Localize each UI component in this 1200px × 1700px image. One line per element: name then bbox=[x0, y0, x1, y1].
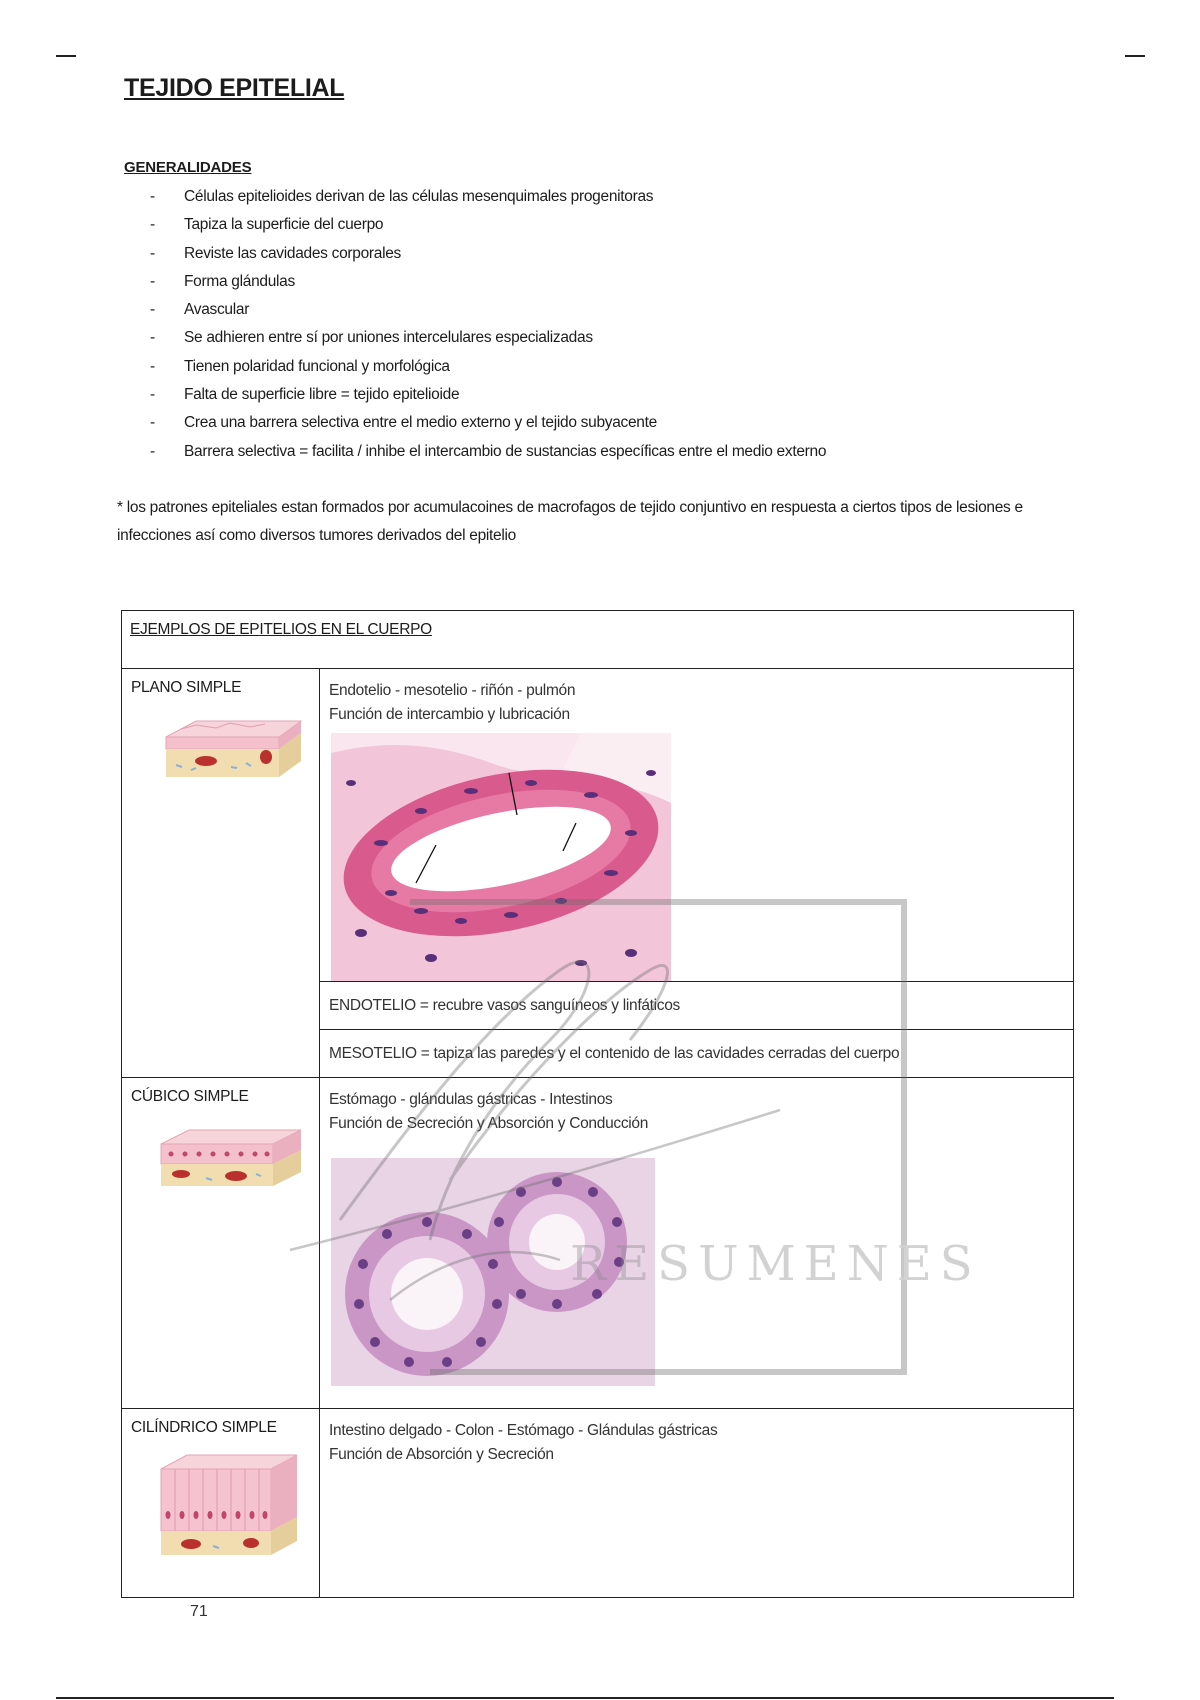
cuboidal-diagram bbox=[151, 1124, 301, 1194]
epithelia-table bbox=[121, 610, 1074, 1598]
list-item: - Forma glándulas bbox=[150, 268, 1050, 296]
table-row-description bbox=[320, 1078, 1074, 1409]
list-item: - Tienen polaridad funcional y morfológica bbox=[150, 353, 1050, 381]
list-item: - Se adhieren entre sí por uniones intercelulares especializadas bbox=[150, 324, 1050, 352]
footnote: * los patrones epiteliales estan formados por acumulacoines de macrofagos de tejido conjuntivo en respuesta a ciertos tipos de lesiones e infecciones así como diversos tumores derivados del epitelio bbox=[117, 499, 1023, 544]
squamous-diagram bbox=[151, 715, 301, 795]
list-item: - Falta de superficie libre = tejido epitelioide bbox=[150, 381, 1050, 409]
function-text: Función de Secreción y Absorción y Conducción bbox=[329, 1115, 649, 1132]
table-heading: EJEMPLOS DE EPITELIOS EN EL CUERPO bbox=[122, 611, 1074, 669]
function-text: Función de Absorción y Secreción bbox=[329, 1446, 554, 1463]
definition-endothelium: ENDOTELIO = recubre vasos sanguíneos y linfáticos bbox=[320, 982, 1074, 1030]
bottom-rule bbox=[56, 1697, 1114, 1699]
table-row-description bbox=[320, 669, 1074, 982]
corner-mark-left bbox=[56, 55, 76, 57]
list-item: - Reviste las cavidades corporales bbox=[150, 240, 1050, 268]
columnar-diagram bbox=[151, 1451, 301, 1563]
cuboidal-micrograph bbox=[331, 1158, 655, 1386]
list-item: - Células epitelioides derivan de las células mesenquimales progenitoras bbox=[150, 183, 1050, 211]
list-item: - Avascular bbox=[150, 296, 1050, 324]
function-text: Función de intercambio y lubricación bbox=[329, 706, 570, 723]
type-label: PLANO SIMPLE bbox=[131, 679, 242, 696]
generalities-list bbox=[150, 183, 1050, 466]
list-item: - Crea una barrera selectiva entre el medio externo y el tejido subyacente bbox=[150, 409, 1050, 437]
list-item: - Tapiza la superficie del cuerpo bbox=[150, 211, 1050, 239]
locations-text: Endotelio - mesotelio - riñón - pulmón bbox=[329, 682, 576, 699]
type-label: CÚBICO SIMPLE bbox=[131, 1088, 249, 1105]
endothelium-micrograph bbox=[331, 733, 671, 981]
watermark-text: RESUMENES bbox=[570, 1236, 981, 1292]
corner-mark-right bbox=[1125, 55, 1145, 57]
table-row-label bbox=[122, 669, 320, 1078]
table-row-label bbox=[122, 1078, 320, 1409]
table-row-description bbox=[320, 1409, 1074, 1598]
locations-text: Intestino delgado - Colon - Estómago - Glándulas gástricas bbox=[329, 1422, 718, 1439]
locations-text: Estómago - glándulas gástricas - Intestinos bbox=[329, 1091, 613, 1108]
definition-mesothelium: MESOTELIO = tapiza las paredes y el contenido de las cavidades cerradas del cuerpo bbox=[320, 1030, 1074, 1078]
list-item: - Barrera selectiva = facilita / inhibe el intercambio de sustancias específicas entre el medio externo bbox=[150, 438, 1050, 466]
page-number: 71 bbox=[190, 1603, 208, 1620]
page-title: TEJIDO EPITELIAL bbox=[124, 74, 345, 102]
type-label: CILÍNDRICO SIMPLE bbox=[131, 1419, 277, 1436]
section-heading: GENERALIDADES bbox=[124, 159, 252, 176]
table-row-label bbox=[122, 1409, 320, 1598]
